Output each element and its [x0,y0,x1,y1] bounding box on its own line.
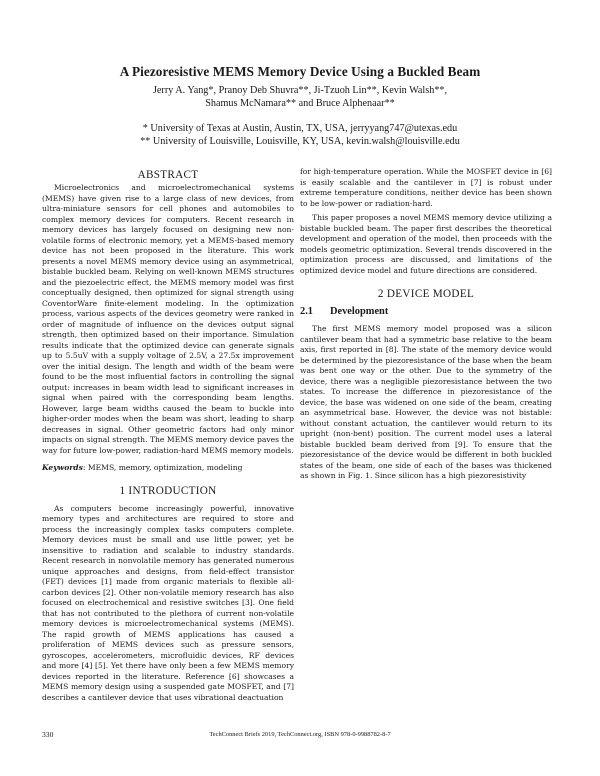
right-column [300,167,552,482]
abstract-text: Microelectronics and microelectromechanical systems (MEMS) have given rise to a large class of new devices, from ultra-miniature sensors for cell phones and automobiles to complex memory devices for computers. Recent research in memory devices has largely focused on designing new non-volatile forms of electronic memory, yet a MEMS-based memory device has not been proposed in the literature. This work presents a novel MEMS memory device using an asymmetrical, bistable buckled beam. Relying on well-known MEMS structures and the piezoelectric effect, the MEMS memory model was first conceptually designed, then optimized for signal strength using CoventorWare finite-element modeling. In the optimization process, various aspects of the devices geometry were ranked in order of magnitude of influence on the devices output signal strength, then optimized based on their importance. Simulation results indicate that the optimized device can generate signals up to 5.5uV with a supply voltage of 2.5V, a 27.5x improvement over the initial design. The length and width of the beam were found to be the most influential factors in controlling the signal output: increases in beam width lead to significant increases in signal when paired with the corresponding beam lengths. However, large beam widths caused the beam to buckle into higher-order modes when the beam was short, leading to sharp decreases in signal. Other geometric factors had only minor impacts on signal strength. The MEMS memory device paves the way for future low-power, radiation-hard MEMS memory models. [42,183,294,455]
affiliations [0,123,600,148]
paper-title: A Piezoresistive MEMS Memory Device Using a Buckled Beam [119,64,481,79]
author-line-1: Jerry A. Yang*, Pranoy Deb Shuvra**, Ji-Tzuoh Lin**, Kevin Walsh**, [152,85,448,96]
device-model-heading: 2 DEVICE MODEL [377,288,475,300]
development-subheading [300,304,552,320]
page-number: 330 [42,730,54,739]
author-line-2: Shamus McNamara** and Bruce Alphenaar** [205,97,395,109]
subsection-number: 2.1 [300,306,313,317]
introduction-heading: 1 INTRODUCTION [119,484,217,497]
introduction-paragraph-1: As computers become increasingly powerful, innovative memory types and architectures are required to store and process the increasingly complex tasks computers complete. Memory devices must be small and use little power, yet be insensitive to radiation and scalable to industry standards. Recent research in nonvolatile memory has generated numerous unique approaches and designs, from field-effect transistor (FET) devices [1] made from organic materials to flexible all-carbon devices [2]. Other non-volatile memory research has also focused on electrochemical and resistive switches [3]. One field that has not contributed to the plethora of current non-volatile memory devices is microelectromechanical systems (MEMS). The rapid growth of MEMS applications has caused a proliferation of MEMS devices such as pressure sensors, gyroscopes, accelerometers, microfluidic devices, RF devices and more [4] [5]. Yet there have only been a few MEMS memory devices reported in the literature. Reference [6] showcases a MEMS memory design using a suspended gate MOSFET, and [7] describes a cantilever device that uses vibrational deactuation [42,503,294,702]
introduction-paragraph-1-continued: for high-temperature operation. While the MOSFET device in [6] is easily scalable and the cantilever in [7] is robust under extreme temperature conditions, neither device has been shown to be low-power or radiation-hard. [300,167,552,208]
abstract-heading: ABSTRACT [137,169,199,181]
keywords-label: Keywords [42,463,83,472]
introduction-paragraph-2: This paper proposes a novel MEMS memory device utilizing a bistable buckled beam. The paper first describes the theoretical development and operation of the model, then proceeds with the models geometric optimization. Several trends discovered in the optimization process are discussed, and limitations of the optimized device model and future directions are considered. [300,213,552,275]
keywords-text: : MEMS, memory, optimization, modeling [82,463,243,472]
subsection-title: Development [330,306,389,317]
author-list [0,85,600,110]
left-column [42,167,294,703]
footer-source: TechConnect Briefs 2019, TechConnect.org, ISBN 978-0-9988782-8-7 [209,731,391,738]
keywords [42,463,294,474]
affiliation-2: ** University of Louisville, Louisville, KY, USA, kevin.walsh@louisville.edu [140,135,460,147]
device-model-paragraph-1: The first MEMS memory model proposed was a silicon cantilever beam that had a symmetric base relative to the beam axis, first reported in [8]. The state of the memory device would be determined by the piezoresistance of the base when the beam was bent one way or the other. Due to the symmetry of the device, there was a negligible piezoresistance between the two states. To increase the difference in piezoresistance of the device, the base was widened on one side of the beam, creating an asymmetrical base. However, the device was not bistable: without constant actuation, the cantilever would return to its upright (non-bent) position. The current model uses a lateral bistable buckled beam derived from [9]. To ensure that the piezoresistance of the device would be different in both buckled states of the beam, one side of each of the bases was thickened as shown in Fig. 1. Since silicon has a high piezoresistivity [300,324,552,480]
affiliation-1: * University of Texas at Austin, Austin, TX, USA, jerryyang747@utexas.edu [142,123,458,134]
